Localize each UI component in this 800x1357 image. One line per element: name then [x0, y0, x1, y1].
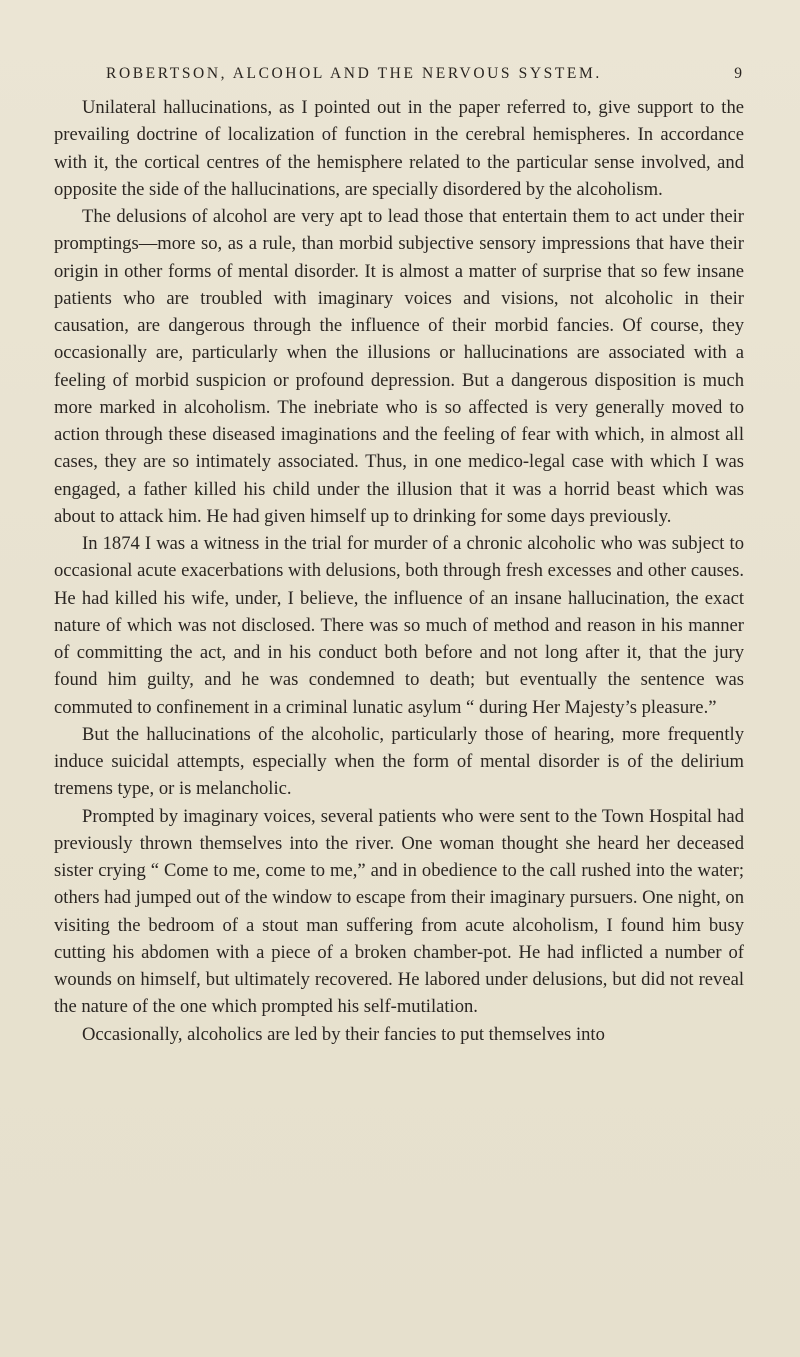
body-text — [54, 94, 744, 1048]
paragraph-delusions-of-alcohol: The delusions of alcohol are very apt to lead those that entertain them to act under their promptings—more so, as a rule, than morbid subjective sensory impressions that have their origin in other forms of mental disorder. It is almost a matter of surprise that so few insane patients who are troubled with imaginary voices and visions, not alcoholic in their causation, are dangerous through the influence of their morbid fancies. Of course, they occasionally are, particularly when the illusions or hallucinations are associated with a feeling of morbid suspicion or profound depression. But a dangerous disposition is much more marked in alcoholism. The inebriate who is so affected is very generally moved to action through these diseased imaginations and the feeling of fear with which, in almost all cases, they are so intimately associated. Thus, in one medico-legal case with which I was engaged, a father killed his child under the illusion that it was a horrid beast which was about to attack him. He had given himself up to drinking for some days previously. — [54, 206, 744, 527]
paragraph-occasionally: Occasionally, alcoholics are led by their fancies to put themselves into — [82, 1023, 605, 1045]
paragraph-suicidal-attempts: But the hallucinations of the alcoholic, particularly those of hearing, more frequently induce suicidal attempts, especially when the form of mental disorder is of the delirium tremens type, or is melancholic. — [54, 723, 744, 800]
paragraph-unilateral-hallucinations: Unilateral hallucinations, as I pointed out in the paper referred to, give support to the prevailing doctrine of localization of function in the cerebral hemispheres. In accordance with it, the cortical centres of the hemisphere related to the particular sense involved, and opposite the side of the hallucinations, are specially disordered by the alcoholism. — [54, 97, 744, 200]
running-head — [106, 65, 742, 83]
paragraph-trial-1874: In 1874 I was a witness in the trial for murder of a chronic alcoholic who was subject to occasional acute exacerbations with delusions, both through fresh excesses and other causes. He had killed his wife, under, I believe, the influence of an insane hallucination, the exact nature of which was not disclosed. There was so much of method and reason in his manner of committing the act, and in his conduct both before and not long after it, that the jury found him guilty, and he was condemned to death; but eventually the sentence was commuted to confinement in a criminal lunatic asylum “ during Her Majesty’s pleasure.” — [54, 533, 744, 718]
page-number: 9 — [734, 65, 742, 82]
running-title: ROBERTSON, ALCOHOL AND THE NERVOUS SYSTEM. — [106, 65, 602, 82]
paragraph-imaginary-voices: Prompted by imaginary voices, several patients who were sent to the Town Hospital had previously thrown themselves into the river. One woman thought she heard her deceased sister crying “ Come to me, come to me,” and in obedience to the call rushed into the water; others had jumped out of the window to escape from their imaginary pursuers. One night, on visiting the bedroom of a stout man suffering from acute alcoholism, I found him busy cutting his abdomen with a piece of a broken chamber-pot. He had inflicted a number of wounds on himself, but ultimately recovered. He labored under delusions, but did not reveal the nature of the one which prompted his self-mutilation. — [54, 805, 744, 1018]
